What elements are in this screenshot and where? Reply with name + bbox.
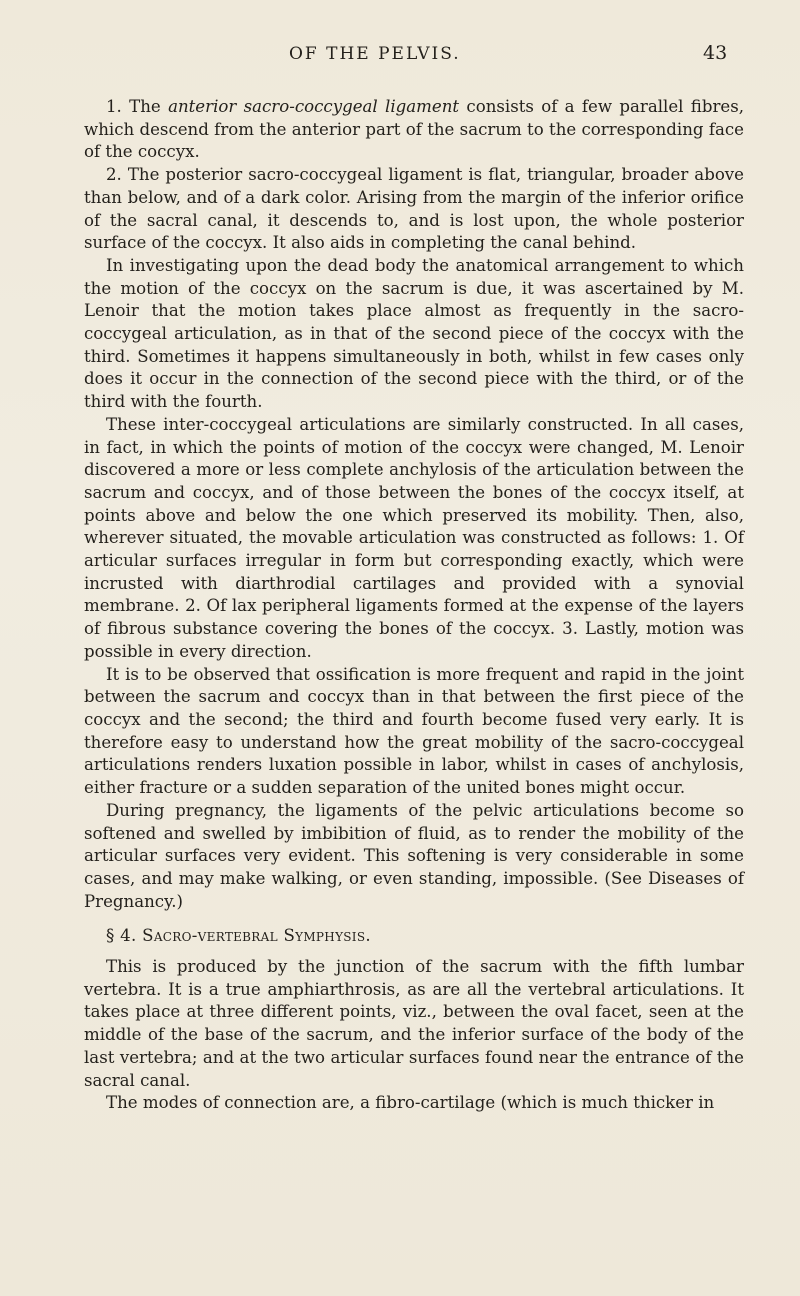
page-header [0,44,800,68]
paragraph-pregnancy: During pregnancy, the ligaments of the pelvic articulations become so softened and swelled by imbibition of fluid, as to render the mobility of the articular surfaces very evident. This softening is very considerable in some cases, and may make walking, or even standing, impossible. (See Diseases of Pregnancy.) [84,800,744,911]
paragraph-lenoir-investigation: In investigating upon the dead body the anatomical arrangement to which the motion of the coccyx on the sacrum is due, it was ascertained by M. Lenoir that the motion takes place almost as frequently in the sacro-coccygeal articulation, as in that of the second piece of the coccyx with the third. Sometimes it happens simultaneously in both, whilst in few cases only does it occur in the connection of the second piece with the third, or of the third with the fourth. [84,255,744,412]
paragraph-modes-of-connection: The modes of connection are, a fibro-cartilage (which is much thicker in [106,1093,715,1113]
section-heading: § 4. Sacro-vertebral Symphysis. [106,926,371,946]
paragraph-inter-coccygeal: These inter-coccygeal articulations are similarly constructed. In all cases, in fact, in which the points of motion of the coccyx were changed, M. Lenoir discovered a more or less complete anchylosis of the articulation between the sacrum and coccyx, and of those between the bones of the coccyx itself, at points above and below the one which preserved its mobility. Then, also, wherever situated, the movable articulation was constructed as follows: 1. Of articular surfaces irregular in form but corresponding exactly, which were incrusted with diarthrodial cartilages and provided with a synovial membrane. 2. Of lax peripheral ligaments formed at the expense of the layers of fibrous substance covering the bones of the coccyx. 3. Lastly, motion was possible in every direction. [84,414,744,661]
paragraph-number: 1. [106,97,122,116]
body-text [84,96,744,1115]
running-head: OF THE PELVIS. [289,44,461,64]
paragraph-text: consists of a few parallel fibres, which descend from the anterior part of the sacrum to the corresponding face of the coccyx. [84,97,745,162]
paragraph-ossification: It is to be observed that ossification is more frequent and rapid in the joint between the sacrum and coccyx than in that between the first piece of the coccyx and the second; the third and fourth become fused very early. It is therefore easy to understand how the great mobility of the sacro-coccygeal articulations renders luxation possible in labor, whilst in cases of anchylosis, either fracture or a sudden separation of the united bones might occur. [84,664,744,798]
page-number: 43 [703,42,728,64]
emphasized-term: anterior sacro-coccygeal ligament [168,97,460,116]
paragraph-sacro-vertebral: This is produced by the junction of the sacrum with the fifth lumbar vertebra. It is a true amphiarthrosis, as are all the vertebral articulations. It takes place at three different points, viz., between the oval facet, seen at the middle of the base of the sacrum, and the inferior surface of the body of the last vertebra; and at the two articular surfaces found near the entrance of the sacral canal. [84,957,744,1090]
paragraph-anterior-ligament: 1. The anterior sacro-coccygeal ligament consists of a few parallel fibres, which descend from the anterior part of the sacrum to the corresponding face of the coccyx. [84,97,745,162]
paragraph-posterior-ligament: 2. The posterior sacro-coccygeal ligament is flat, triangular, broader above than below, and of a dark color. Arising from the margin of the inferior orifice of the sacral canal, it descends to, and is lost upon, the whole posterior surface of the coccyx. It also aids in completing the canal behind. [84,165,744,253]
